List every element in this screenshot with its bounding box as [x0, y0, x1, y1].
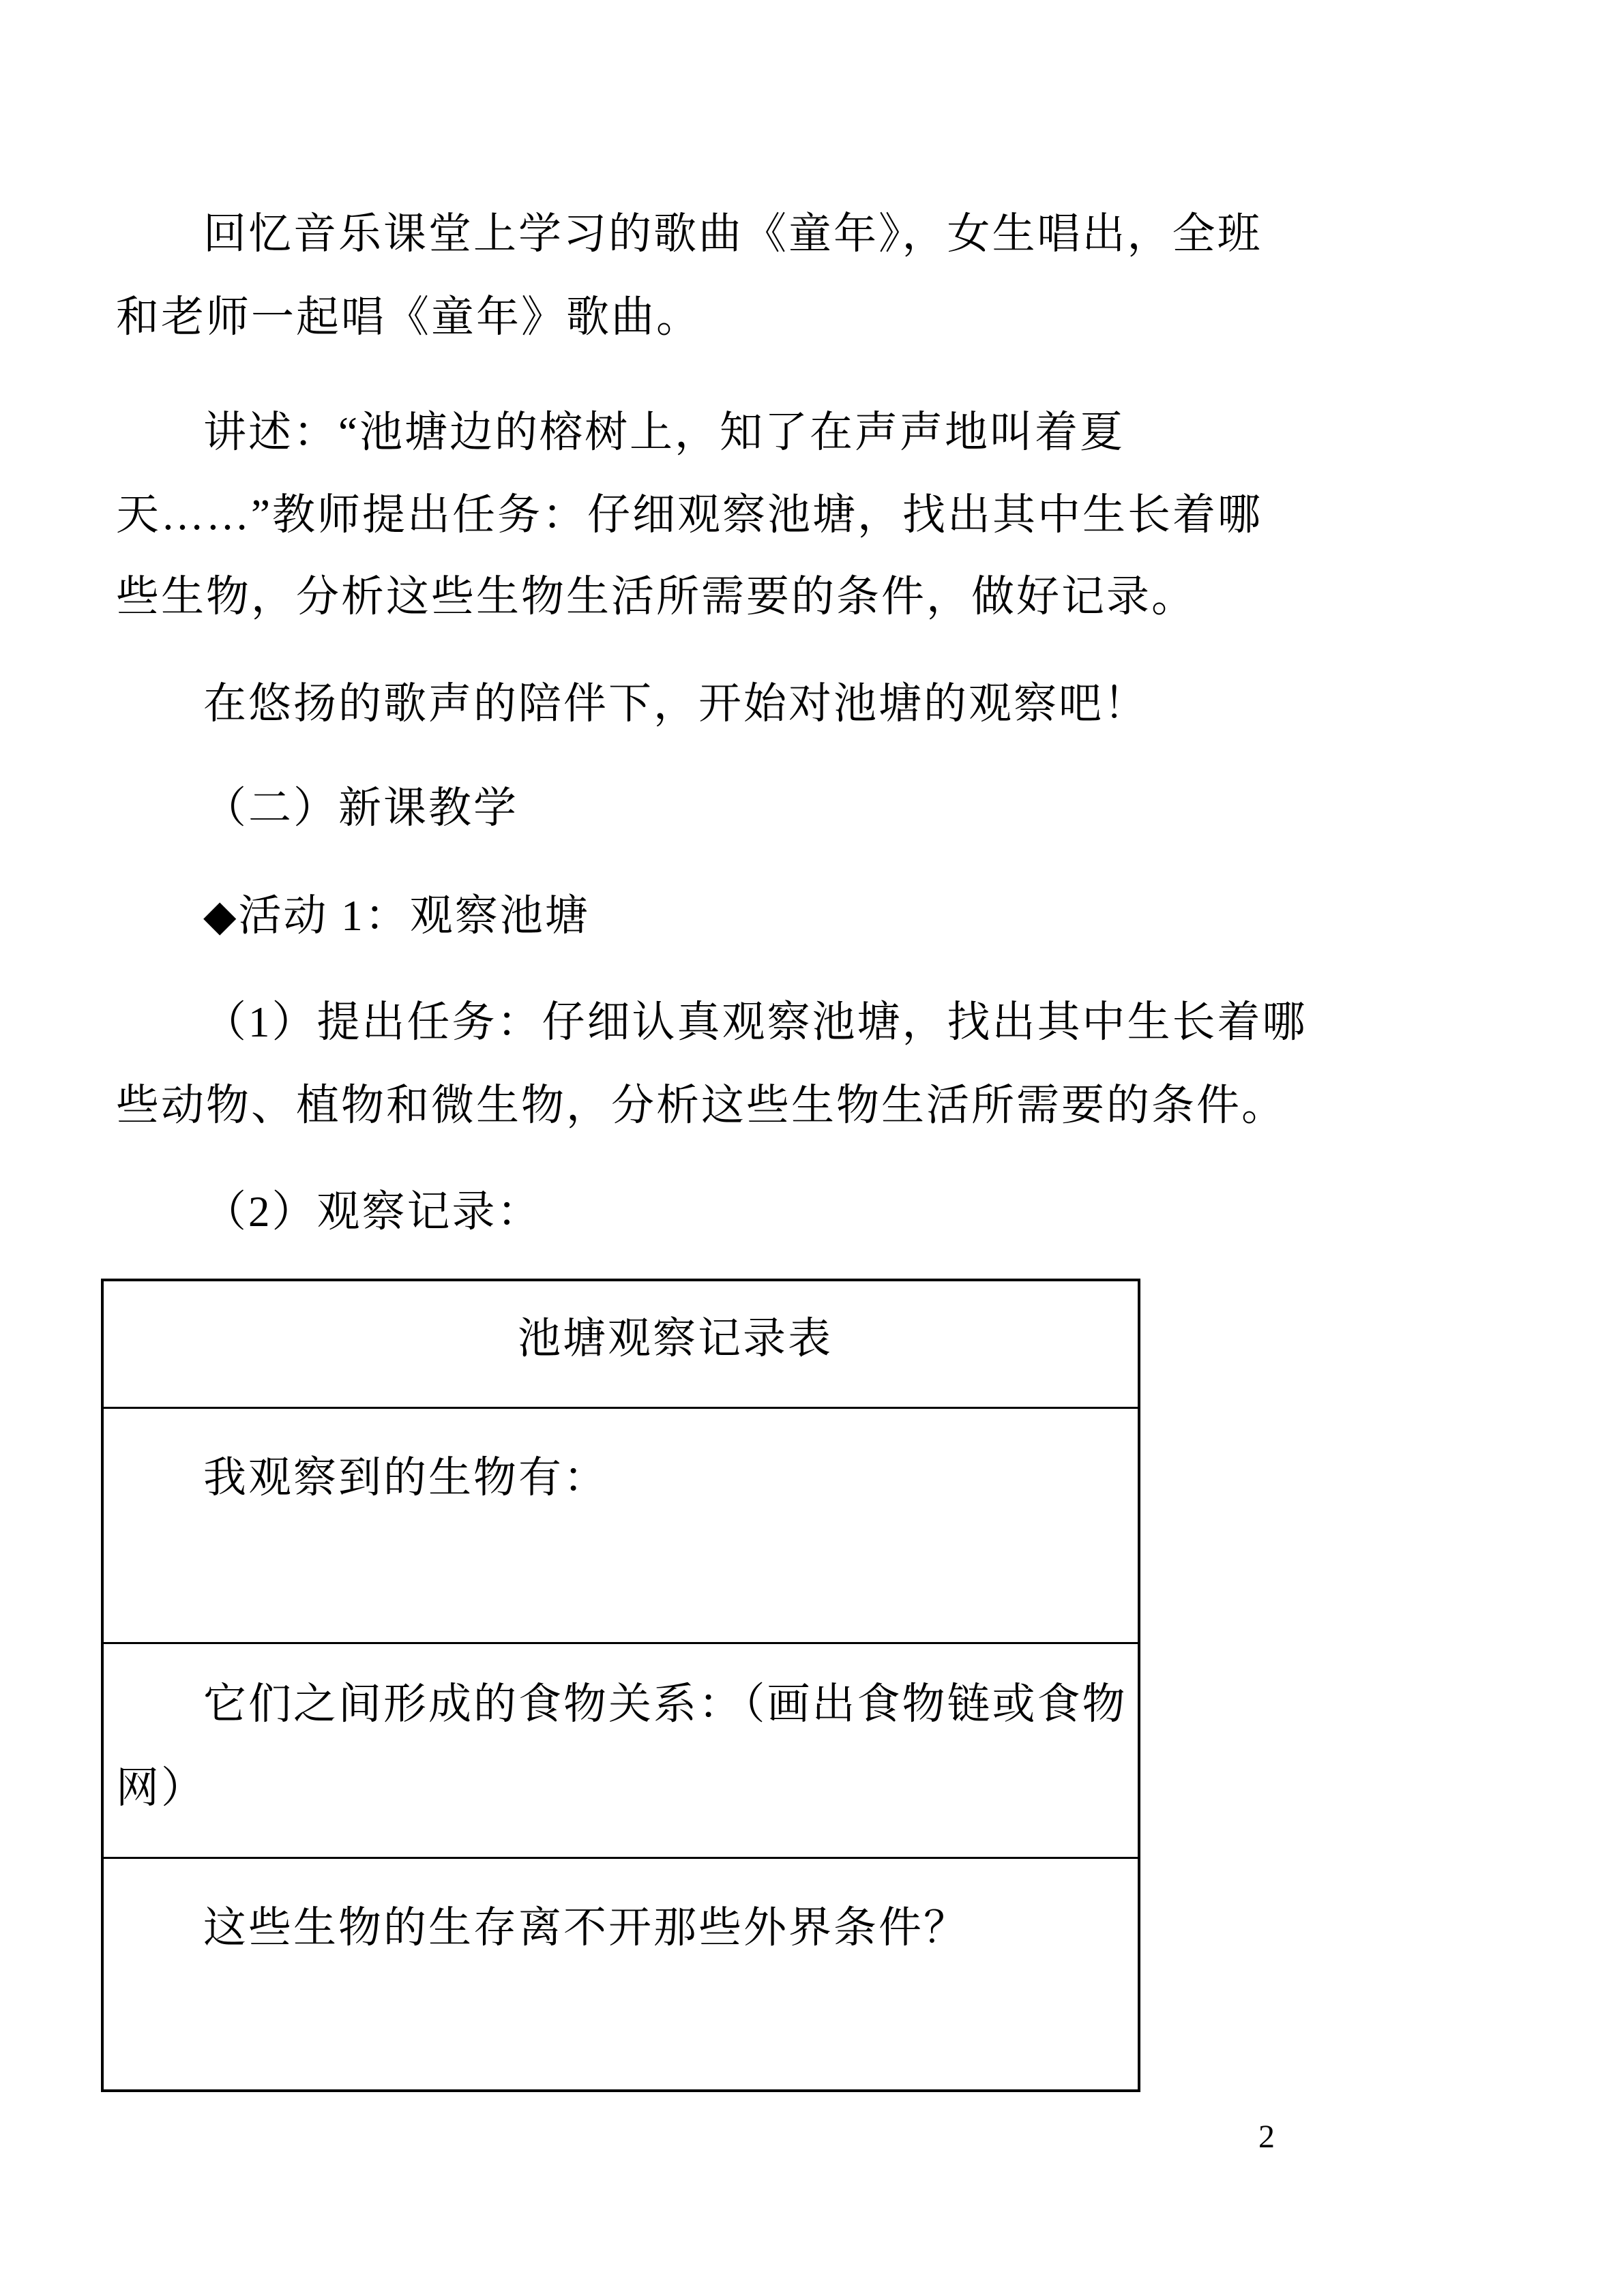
paragraph-line-song-accompany: 在悠扬的歌声的陪伴下，开始对池塘的观察吧！: [203, 680, 1149, 728]
paragraph-line-task-1: （1）提出任务：仔细认真观察池塘，找出其中生长着哪: [203, 998, 1308, 1046]
table-title-row: 池塘观察记录表: [518, 1315, 833, 1362]
page-number: 2: [1258, 2119, 1275, 2155]
paragraph-line-recall-song-2: 和老师一起唱《童年》歌曲。: [116, 293, 701, 341]
paragraph-line-observation-record: （2）观察记录：: [203, 1188, 542, 1236]
table-row-food-relations-line2: 网）: [116, 1764, 206, 1812]
paragraph-line-narrate-2: 天……”教师提出任务：仔细观察池塘，找出其中生长着哪: [116, 491, 1263, 539]
table-row-external-conditions: 这些生物的生存离不开那些外界条件？: [104, 1857, 1138, 2089]
activity-heading-observe-pond: ◆活动 1：观察池塘: [203, 892, 590, 940]
section-heading-new-lesson: （二）新课教学: [203, 784, 518, 832]
paragraph-line-recall-song-1: 回忆音乐课堂上学习的歌曲《童年》，女生唱出，全班: [203, 210, 1263, 258]
table-row-food-relations-line1: 它们之间形成的食物关系：（画出食物链或食物: [203, 1680, 1127, 1728]
paragraph-line-task-2: 些动物、植物和微生物，分析这些生物生活所需要的条件。: [116, 1082, 1286, 1129]
paragraph-line-narrate-3: 些生物，分析这些生物生活所需要的条件，做好记录。: [116, 573, 1196, 621]
table-row-observed-organisms: 我观察到的生物有：: [104, 1407, 1138, 1642]
pond-observation-table: [101, 1279, 1140, 2092]
table-row-food-relations: [104, 1642, 1138, 1857]
paragraph-line-narrate-1: 讲述：“池塘边的榕树上，知了在声声地叫着夏: [203, 408, 1125, 456]
